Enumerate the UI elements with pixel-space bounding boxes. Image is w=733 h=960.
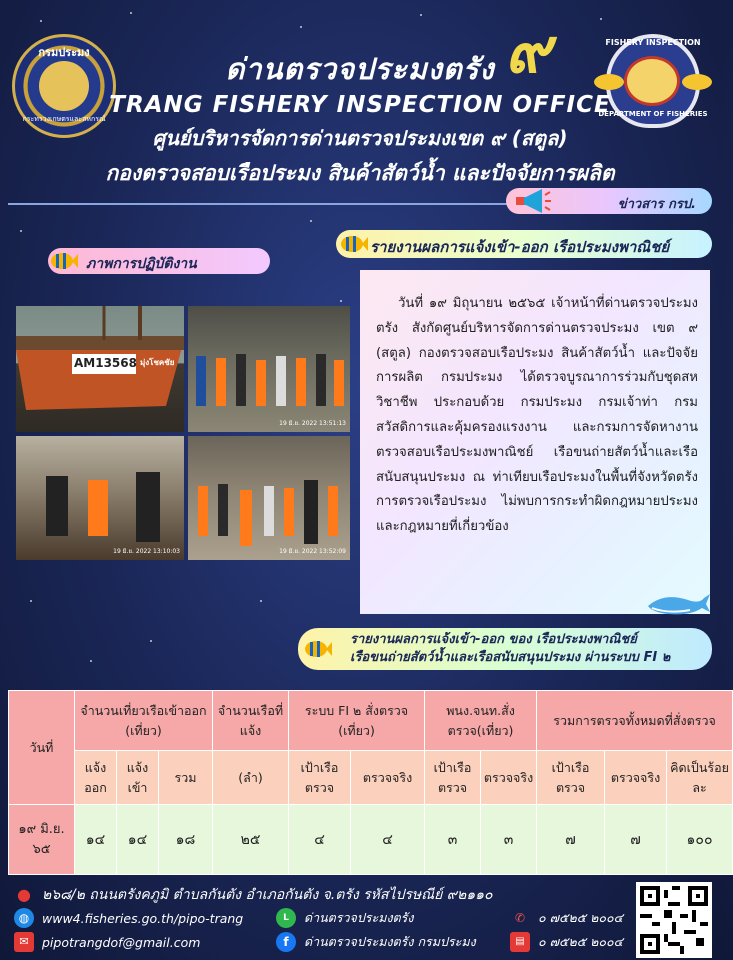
line-account[interactable]: ด่านตรวจประมงตรัง [304,910,414,925]
date-header: วันที่ [9,691,75,805]
phone-icon: ✆ [514,911,526,925]
sub-header: แจ้งออก [75,751,117,805]
footer-line-row [276,908,414,928]
fax-icon: ▤ [510,932,530,952]
fi2-section-tag [298,628,712,670]
table-cell: ๑๔ [117,805,159,875]
footer-website-row [14,908,243,928]
team-photo-2 [188,436,350,560]
facebook-page[interactable]: ด่านตรวจประมงตรัง กรมประมง [304,934,476,949]
footer-email-row [14,932,200,952]
activities-section-tag: ภาพการปฏิบัติงาน [48,248,270,274]
news-tag: ข่าวสาร กรป. [506,188,712,214]
logo-text-bottom: กระทรวงเกษตรและสหกรณ์ [22,115,106,123]
fi2-header: ระบบ FI ๒ สั่งตรวจ (เที่ยว) [289,691,425,751]
sub-header: เป้าเรือตรวจ [289,751,351,805]
email-icon: ✉ [14,932,34,952]
photo-timestamp: 19 มิ.ย. 2022 13:52:09 [279,548,346,555]
boat-id-label: AM13568 [74,356,137,370]
trips-header: จำนวนเที่ยวเรือเข้าออก (เที่ยว) [75,691,213,751]
table-cell: ๔ [289,805,351,875]
fish-icon [340,233,368,255]
inspection-photo [16,436,184,560]
footer-fax-row [510,932,623,952]
sub-header: แจ้งเข้า [117,751,159,805]
sub-header: คิดเป็นร้อยละ [667,751,733,805]
qr-code-icon [640,886,708,954]
sub-header: ตรวจจริง [605,751,667,805]
page-title-thai: ด่านตรวจประมงตรัง [225,52,495,86]
qr-code[interactable] [636,882,712,958]
sub-header: เป้าเรือตรวจ [537,751,605,805]
fish-icon [304,638,332,660]
sub-header: ตรวจจริง [481,751,537,805]
logo-text-top: FISHERY INSPECTION [605,38,701,47]
officer-header: พนง.จนท.สั่งตรวจ(เที่ยว) [425,691,537,751]
fish-icon [50,250,78,272]
boats-header: จำนวนเรือที่แจ้ง [213,691,289,751]
megaphone-icon [512,187,552,215]
globe-icon: ◍ [14,908,34,928]
photo-timestamp: 19 มิ.ย. 2022 13:51:13 [279,420,346,427]
table-cell: ๗ [537,805,605,875]
region-numeral: ๙ [505,14,551,87]
footer [0,878,720,960]
report-section-tag: รายงานผลการแจ้งเข้า-ออก เรือประมงพาณิชย์ [336,230,712,258]
table-cell-date: ๑๙ มิ.ย. ๖๕ [9,805,75,875]
footer-phone-row [510,908,623,928]
header-divider [8,203,508,205]
sub-header: เป้าเรือตรวจ [425,751,481,805]
table-cell: ๑๘ [159,805,213,875]
report-text-box [360,270,710,614]
page-title-english: TRANG FISHERY INSPECTION OFFICE [109,92,611,118]
team-photo-1 [188,306,350,432]
sub-header: ตรวจจริง [351,751,425,805]
activity-photo-collage [16,306,350,560]
table-cell: ๔ [351,805,425,875]
phone-number[interactable]: ๐ ๗๕๒๕ ๒๐๐๔ [538,910,624,925]
footer-address-row [14,884,493,906]
inspection-stats-table [8,690,733,875]
table-cell: ๒๕ [213,805,289,875]
facebook-icon: f [276,932,296,952]
fax-number[interactable]: ๐ ๗๕๒๕ ๒๐๐๔ [538,934,624,949]
footer-facebook-row [276,932,476,952]
table-cell: ๓ [425,805,481,875]
website-link[interactable]: www4.fisheries.go.th/pipo-trang [42,910,244,926]
boat-name-label: มุ่งโชคชัย [140,358,175,367]
logo-text-top: กรมประมง [38,46,90,59]
logo-text-bottom: DEPARTMENT OF FISHERIES [598,110,708,118]
whale-icon [644,588,710,618]
table-cell: ๑๔ [75,805,117,875]
table-cell: ๓ [481,805,537,875]
fi2-title-line-1: รายงานผลการแจ้งเข้า-ออก ของ เรือประมงพาณิชย์ [350,632,637,647]
line-icon: L [276,908,296,928]
location-pin-icon: ● [17,885,31,904]
subtitle-center: ศูนย์บริหารจัดการด่านตรวจประมงเขต ๙ (สตูล) [152,126,568,150]
address-text: ๒๖๘/๒ ถนนตรังคภูมิ ตำบลกันตัง อำเภอกันตัง จ.ตรัง รหัสไปรษณีย์ ๙๒๑๑๐ [42,887,493,903]
table-row [9,805,733,875]
sub-header: (ลำ) [213,751,289,805]
total-header: รวมการตรวจทั้งหมดที่สั่งตรวจ [537,691,733,751]
email-address[interactable]: pipotrangdof@gmail.com [42,934,201,950]
subtitle-division: กองตรวจสอบเรือประมง สินค้าสัตว์น้ำ และปัจจัยการผลิต [105,161,615,185]
sub-header: รวม [159,751,213,805]
table-cell: ๗ [605,805,667,875]
fi2-title-line-2: เรือขนถ่ายสัตว์น้ำและเรือสนับสนุนประมง ผ่านระบบ FI ๒ [350,650,671,665]
boat-photo [16,306,184,432]
photo-timestamp: 19 มิ.ย. 2022 13:10:03 [113,548,180,555]
table-cell: ๑๐๐ [667,805,733,875]
report-paragraph: วันที่ ๑๙ มิถุนายน ๒๕๖๕ เจ้าหน้าที่ด่านตรวจประมงตรัง สังกัดศูนย์บริหารจัดการด่านตรวจประมง เขต ๙ (สตูล) กองตรวจสอบเรือประมง สินค้าสัตว์น้ำ และปัจจัยการผลิต กรมประมง ได้ตรวจบูรณาการร่วมกับชุดสหวิชาชีพ ประกอบด้วย กรมประมง กรมเจ้าท่า กรมสวัสดิการและคุ้มครองแรงงาน และกรมการจัดหางาน ตรวจสอบเรือประมงพาณิชย์ เรือขนถ่ายสัตว์น้ำและเรือสนับสนุนประมง ณ ท่าเทียบเรือประมงในพื้นที่จังหวัดตรัง การตรวจเรือประมง ไม่พบการกระทำผิดกฎหมายประมงและกฎหมายที่เกี่ยวข้อง [376,296,698,535]
